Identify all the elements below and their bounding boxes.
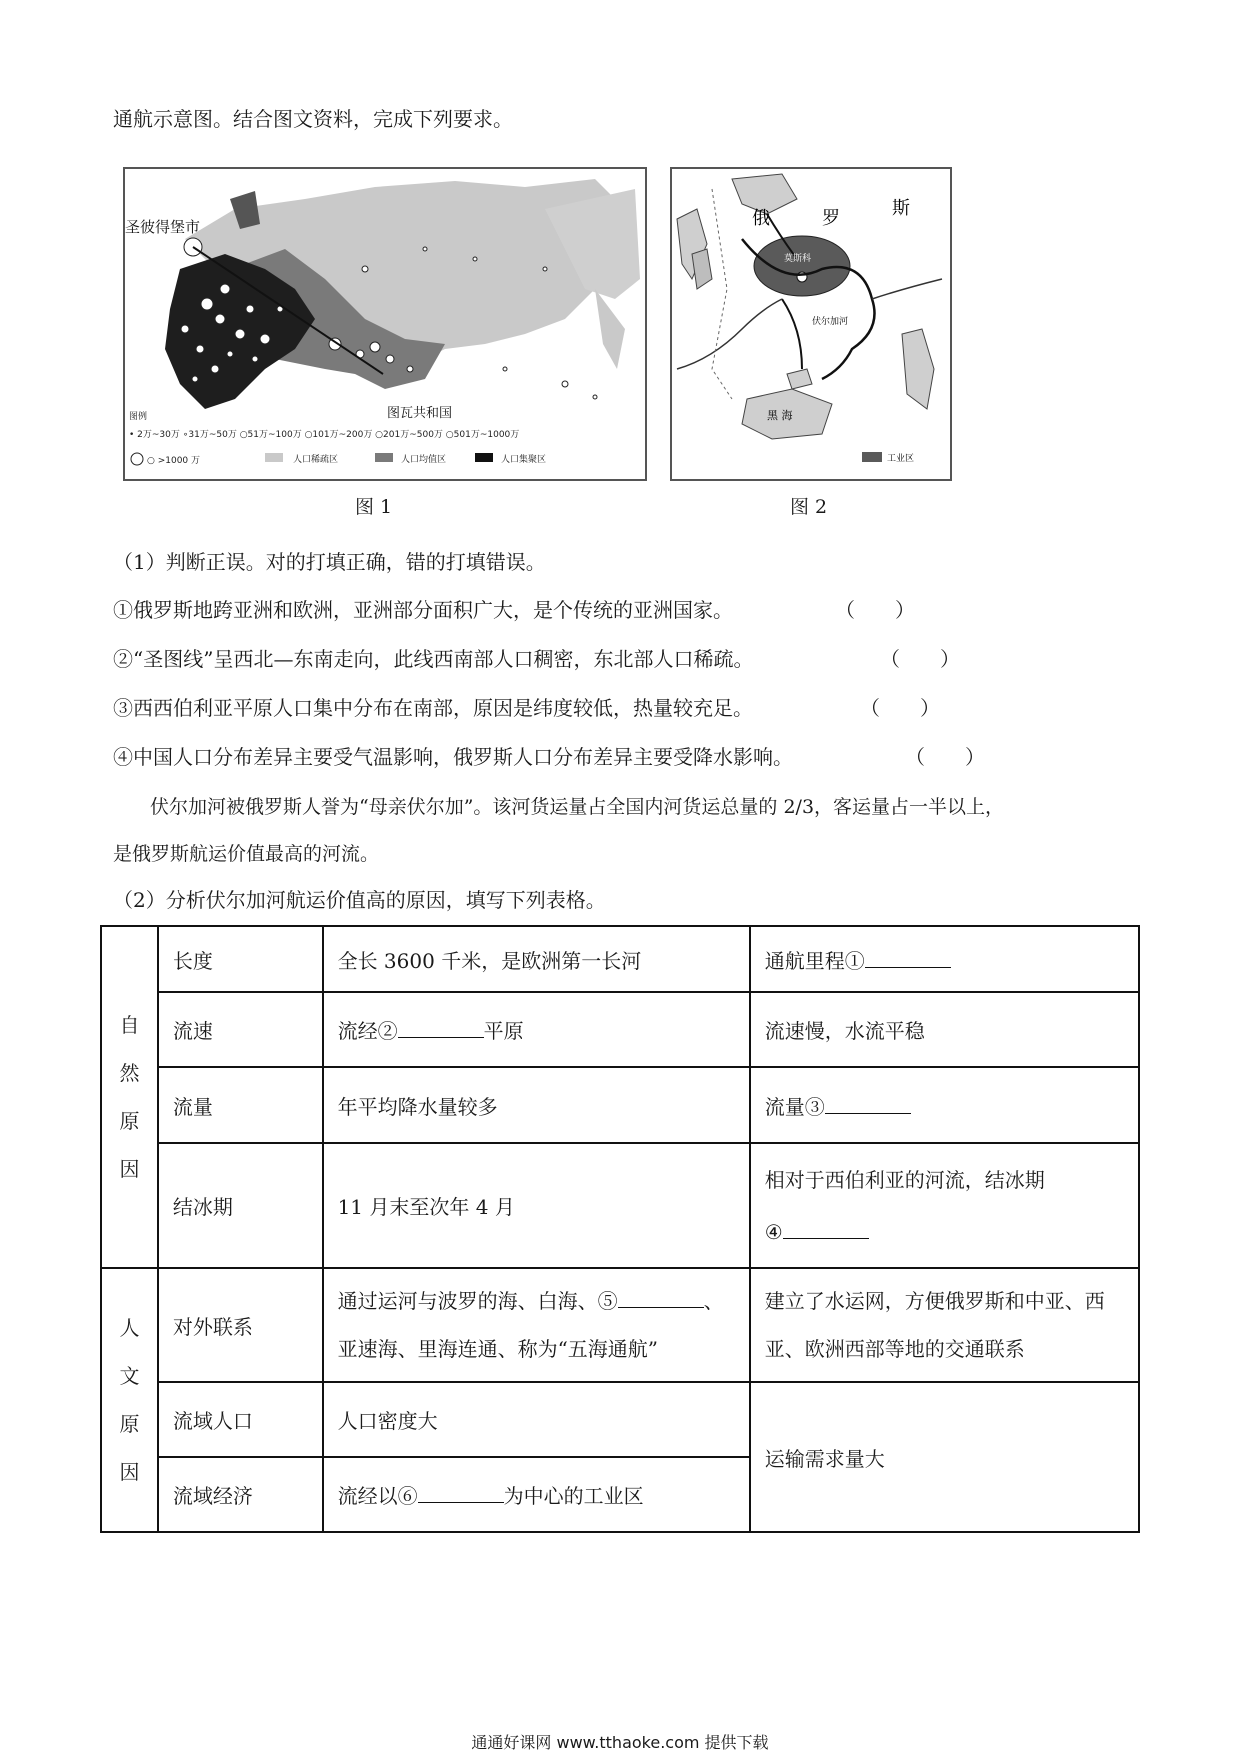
legend-big: ○ >1000 万 (147, 456, 201, 466)
table-row (101, 1143, 1139, 1268)
result-length: 通航里程① (750, 926, 1139, 992)
factor-freeze: 结冰期 (158, 1143, 323, 1268)
figure1-map (123, 167, 647, 481)
factor-speed: 流速 (158, 992, 323, 1067)
intro-text: 通航示意图。结合图文资料，完成下列要求。 (113, 107, 513, 131)
table-row (101, 1382, 1139, 1457)
fact-flow: 年平均降水量较多 (323, 1067, 750, 1143)
blank-2[interactable] (398, 1019, 484, 1038)
river-e (872, 279, 942, 299)
answer-table (100, 925, 1140, 1533)
q1-item-2-answer[interactable]: （ ） (880, 647, 960, 671)
blank-5[interactable] (618, 1289, 704, 1308)
label-tuva: 图瓦共和国 (387, 406, 453, 421)
passage-line-1: 伏尔加河被俄罗斯人誉为“母亲伏尔加”。该河货运量占全国内河货运总量的 2/3，客运量占一半以上， (150, 796, 1005, 818)
q1-item-2 (113, 645, 753, 673)
legend-even: 人口均值区 (401, 455, 447, 465)
label-st-petersburg: 圣彼得堡市 (125, 218, 201, 236)
blank-4[interactable] (783, 1220, 869, 1239)
result-flow: 流量③ (750, 1067, 1139, 1143)
q1-item-4 (113, 743, 793, 771)
fact-freeze: 11 月末至次年 4 月 (323, 1143, 750, 1268)
result-demand: 运输需求量大 (750, 1382, 1139, 1532)
fact-length: 全长 3600 千米，是欧洲第一长河 (323, 926, 750, 992)
azov-sea (787, 369, 812, 389)
figure2-svg (672, 169, 950, 479)
passage-line-2: 是俄罗斯航运价值最高的河流。 (113, 843, 380, 865)
label-volga: 伏尔加河 (812, 317, 849, 327)
label-black-sea: 黑 海 (767, 409, 793, 422)
don-river (782, 299, 802, 369)
table-row (101, 1268, 1139, 1382)
q1-item-3-text: ③西西伯利亚平原人口集中分布在南部，原因是纬度较低，热量较充足。 (113, 696, 753, 720)
lake-a (692, 249, 712, 289)
figure2-map (670, 167, 952, 481)
blank-6[interactable] (418, 1484, 504, 1503)
boundary (712, 189, 732, 399)
q1-prompt: （1）判断正误。对的打填正确，错的打填错误。 (113, 550, 546, 574)
fact-economy: 流经以⑥ 为中心的工业区 (323, 1457, 750, 1532)
q1-item-4-text: ④中国人口分布差异主要受气温影响，俄罗斯人口分布差异主要受降水影响。 (113, 745, 793, 769)
kamchatka (595, 289, 625, 369)
legend-sparse-swatch (265, 453, 283, 462)
legend-dense: 人口集聚区 (501, 455, 547, 465)
figure2-caption: 图 2 (790, 496, 828, 518)
factor-length: 长度 (158, 926, 323, 992)
figure1-caption: 图 1 (355, 496, 393, 518)
q1-item-3-answer[interactable]: （ ） (860, 696, 940, 720)
table-row (101, 1067, 1139, 1143)
footer-credit: 通通好课网 www.tthaoke.com 提供下载 (471, 1733, 769, 1752)
result-speed: 流速慢，水流平稳 (750, 992, 1139, 1067)
table-row (101, 926, 1139, 992)
legend-size-classes: • 2万~30万 ∘31万~50万 ○51万~100万 ○101万~200万 ○201万~500万 ○501万~1000万 (129, 430, 520, 440)
q1-item-1 (113, 596, 733, 624)
blank-3[interactable] (825, 1095, 911, 1114)
human-group-label: 人 文 原 因 (101, 1268, 158, 1532)
factor-flow: 流量 (158, 1067, 323, 1143)
legend-even-swatch (375, 453, 393, 462)
legend-industry: 工业区 (887, 454, 915, 464)
fact-population: 人口密度大 (323, 1382, 750, 1457)
label-russia-1: 俄 (752, 208, 770, 229)
result-freeze: 相对于西伯利亚的河流，结冰期 ④ (750, 1143, 1139, 1268)
legend-title: 图例 (129, 412, 148, 422)
river-w (677, 299, 782, 369)
legend-big-circle (131, 453, 143, 465)
legend-sparse: 人口稀疏区 (293, 455, 339, 465)
q1-item-4-answer[interactable]: （ ） (905, 745, 985, 769)
factor-economy: 流域经济 (158, 1457, 323, 1532)
label-moscow: 莫斯科 (784, 254, 812, 264)
legend-dense-swatch (475, 453, 493, 462)
q1-item-1-answer[interactable]: （ ） (835, 598, 915, 622)
factor-population: 流域人口 (158, 1382, 323, 1457)
caspian-sea (902, 329, 934, 409)
q1-item-3 (113, 694, 753, 722)
label-russia-3: 斯 (892, 198, 910, 219)
table-row (101, 992, 1139, 1067)
natural-group-label: 自 然 原 因 (101, 926, 158, 1268)
blank-1[interactable] (865, 949, 951, 968)
result-links: 建立了水运网，方便俄罗斯和中亚、西 亚、欧洲西部等地的交通联系 (750, 1268, 1139, 1382)
q2-prompt: （2）分析伏尔加河航运价值高的原因，填写下列表格。 (113, 888, 606, 912)
legend-industry-swatch (862, 452, 882, 462)
fact-links: 通过运河与波罗的海、白海、⑤ 、 亚速海、里海连通、称为“五海通航” (323, 1268, 750, 1382)
fact-speed: 流经② 平原 (323, 992, 750, 1067)
q1-item-1-text: ①俄罗斯地跨亚洲和欧洲，亚洲部分面积广大，是个传统的亚洲国家。 (113, 598, 733, 622)
q1-item-2-text: ②“圣图线”呈西北—东南走向，此线西南部人口稠密，东北部人口稀疏。 (113, 647, 754, 671)
figure1-svg (125, 169, 645, 479)
label-russia-2: 罗 (822, 208, 840, 229)
factor-links: 对外联系 (158, 1268, 323, 1382)
